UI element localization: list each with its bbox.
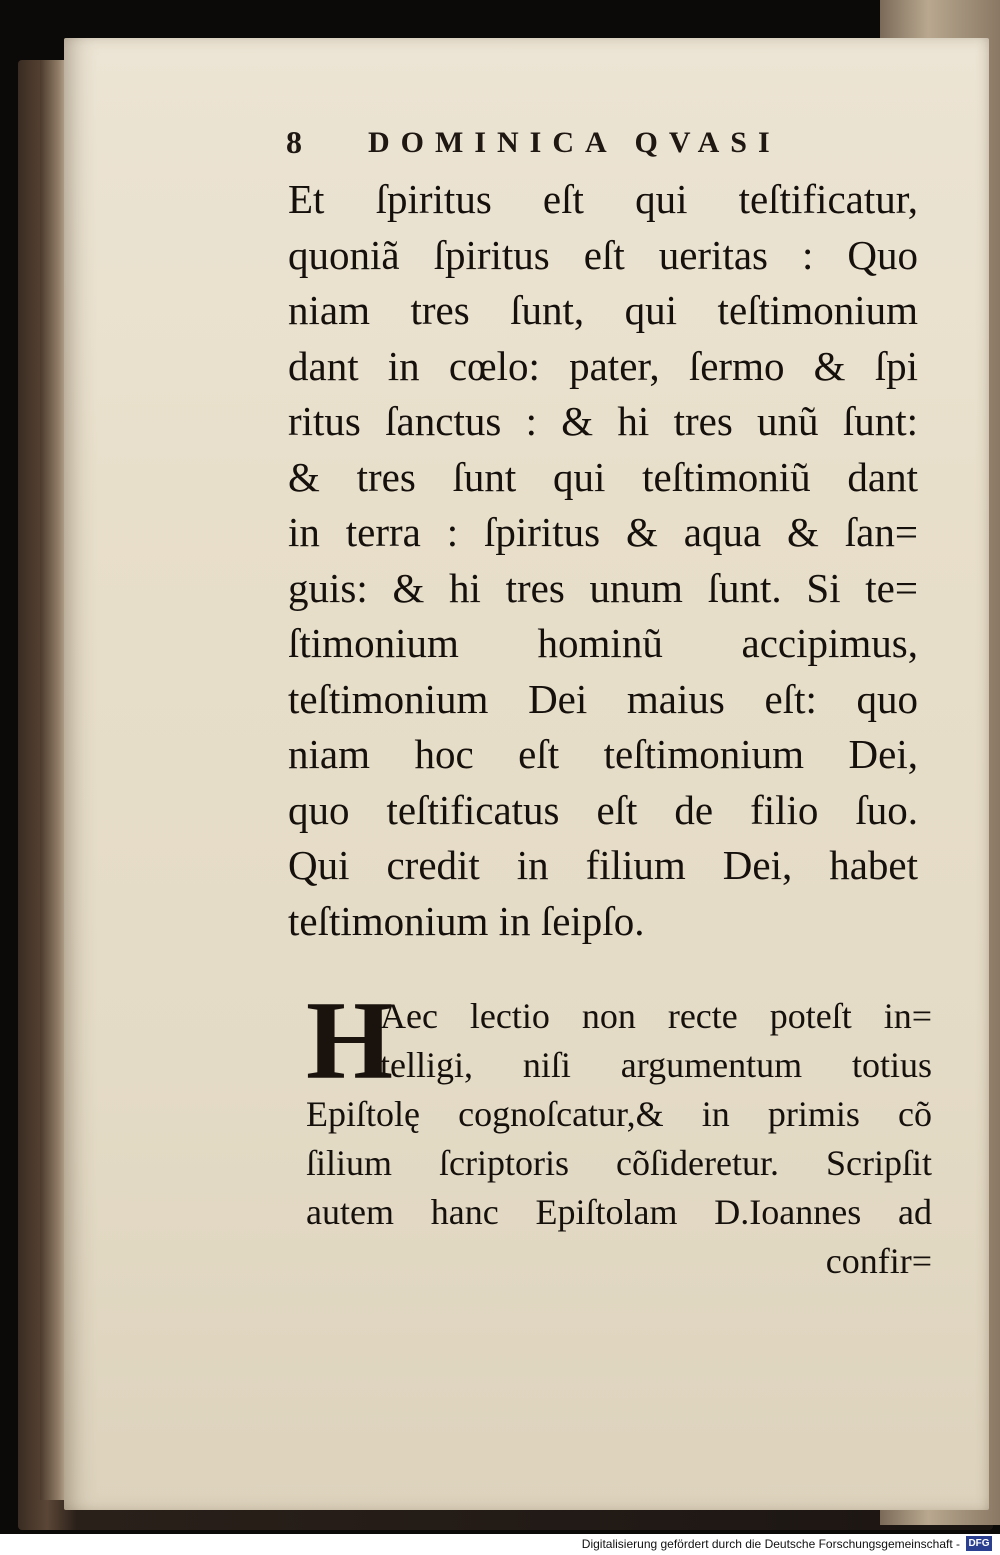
text-line: quoniã ſpiritus eſt ueritas : Quo xyxy=(288,231,918,278)
text-line: autem hanc Epiſtolam D.Ioannes ad xyxy=(306,1192,932,1232)
page-number: 8 xyxy=(286,124,302,160)
funding-credit: Digitalisierung gefördert durch die Deutsche Forschungsgemeinschaft - xyxy=(581,1537,960,1551)
text-line: ſtimonium hominũ accipimus, xyxy=(288,620,918,666)
text-line: teſtimonium Dei maius eſt: quo xyxy=(288,675,918,722)
catchword: confir= xyxy=(825,1241,932,1281)
text-line: teſtimonium in ſeipſo. xyxy=(288,897,645,944)
page-header xyxy=(286,124,846,168)
dfg-logo-icon: DFG xyxy=(966,1536,992,1551)
text-line: dant in cœlo: pater, ſermo & ſpi xyxy=(288,342,918,389)
text-line: ritus ſanctus : & hi tres unũ ſunt: xyxy=(288,398,918,444)
text-line: Et ſpiritus eſt qui teſtificatur, xyxy=(288,176,918,222)
text-line: guis: & hi tres unum ſunt. Si te= xyxy=(288,564,918,611)
text-line: Aec lectio non recte poteſt in= xyxy=(380,996,932,1036)
text-line: Qui credit in filium Dei, habet xyxy=(288,842,918,888)
text-line: Epiſtolę cognoſcatur,& in primis cõ xyxy=(306,1094,932,1134)
text-line: quo teſtificatus eſt de filio ſuo. xyxy=(288,786,918,833)
text-line: niam tres ſunt, qui teſtimonium xyxy=(288,287,918,333)
scripture-text xyxy=(288,172,918,949)
text-line: niam hoc eſt teſtimonium Dei, xyxy=(288,731,918,777)
commentary-text xyxy=(306,979,932,1286)
text-line: in terra : ſpiritus & aqua & ſan= xyxy=(288,509,918,555)
footer-bar xyxy=(0,1534,1000,1555)
text-line: & tres ſunt qui teſtimoniũ dant xyxy=(288,453,918,500)
text-line: ſilium ſcriptoris cõſideretur. Scripſit xyxy=(306,1143,932,1183)
running-head: DOMINICA QVASI xyxy=(368,126,781,159)
drop-cap: H xyxy=(306,979,394,1103)
text-line: telligi, niſi argumentum totius xyxy=(380,1045,932,1085)
